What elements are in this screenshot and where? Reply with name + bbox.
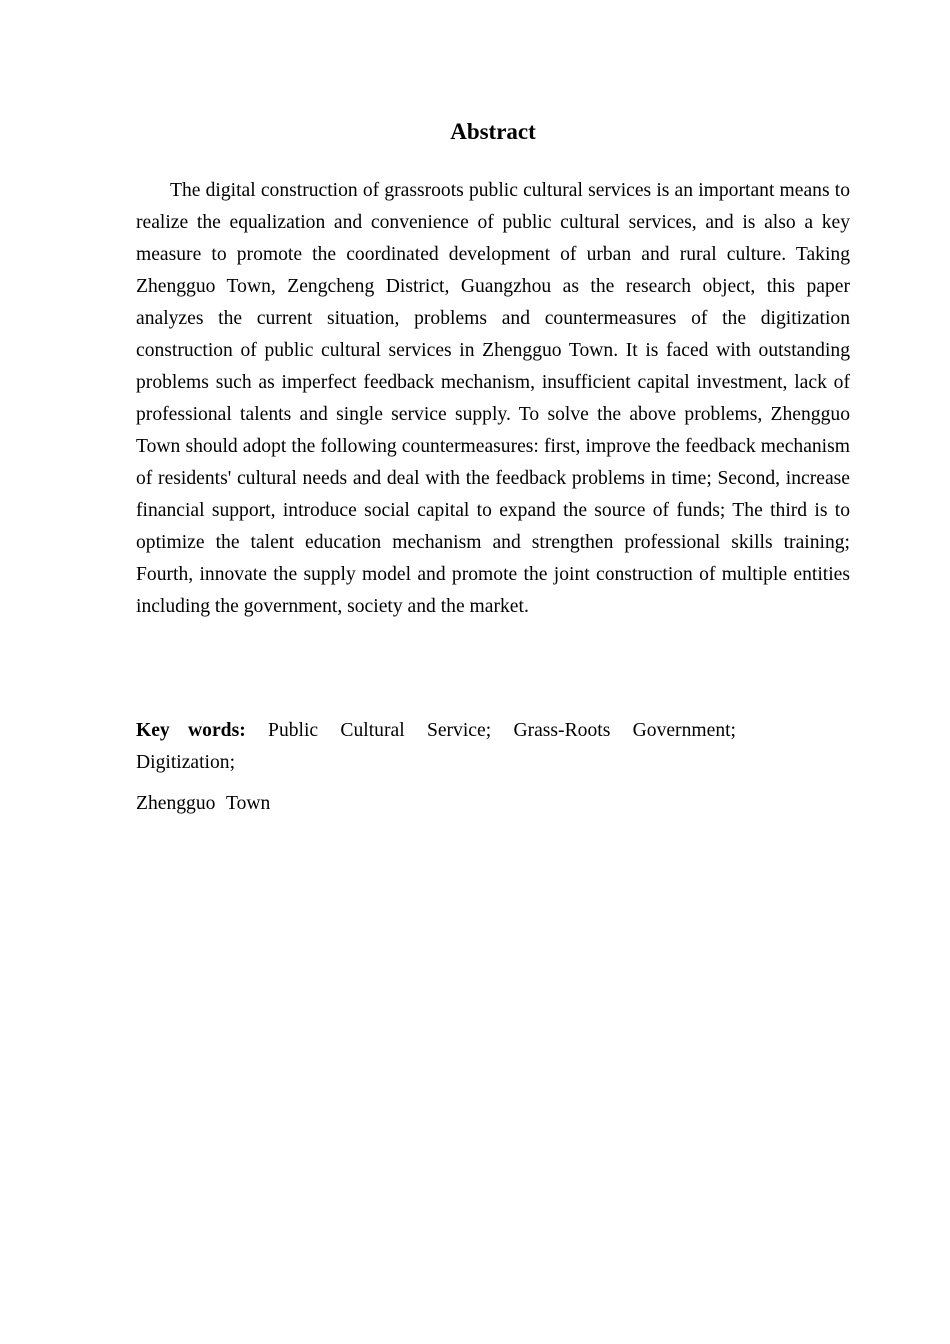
keywords-list: Public Cultural Service; Grass-Roots Government; Digitization; bbox=[136, 720, 737, 773]
keywords-continuation: Zhengguo Town bbox=[136, 793, 271, 814]
abstract-title: Abstract bbox=[450, 119, 536, 144]
abstract-body: The digital construction of grassroots public cultural services is an important means to realize the equalization and convenience of public cultural services, and is also a key measure to promote the coordinated development of urban and rural culture. Taking Zhengguo Town, Zengcheng District, Guangzhou as the research object, this paper analyzes the current situation, problems and countermeasures of the digitization construction of public cultural services in Zhengguo Town. It is faced with outstanding problems such as imperfect feedback mechanism, insufficient capital investment, lack of professional talents and single service supply. To solve the above problems, Zhengguo Town should adopt the following countermeasures: first, improve the feedback mechanism of residents' cultural needs and deal with the feedback problems in time; Second, increase financial support, introduce social capital to expand the source of funds; The third is to optimize the talent education mechanism and strengthen professional skills training; Fourth, innovate the supply model and promote the joint construction of multiple entities including the government, society and the market. bbox=[136, 180, 850, 617]
keywords-label: Key words: bbox=[136, 720, 246, 741]
keywords-line bbox=[136, 715, 736, 779]
